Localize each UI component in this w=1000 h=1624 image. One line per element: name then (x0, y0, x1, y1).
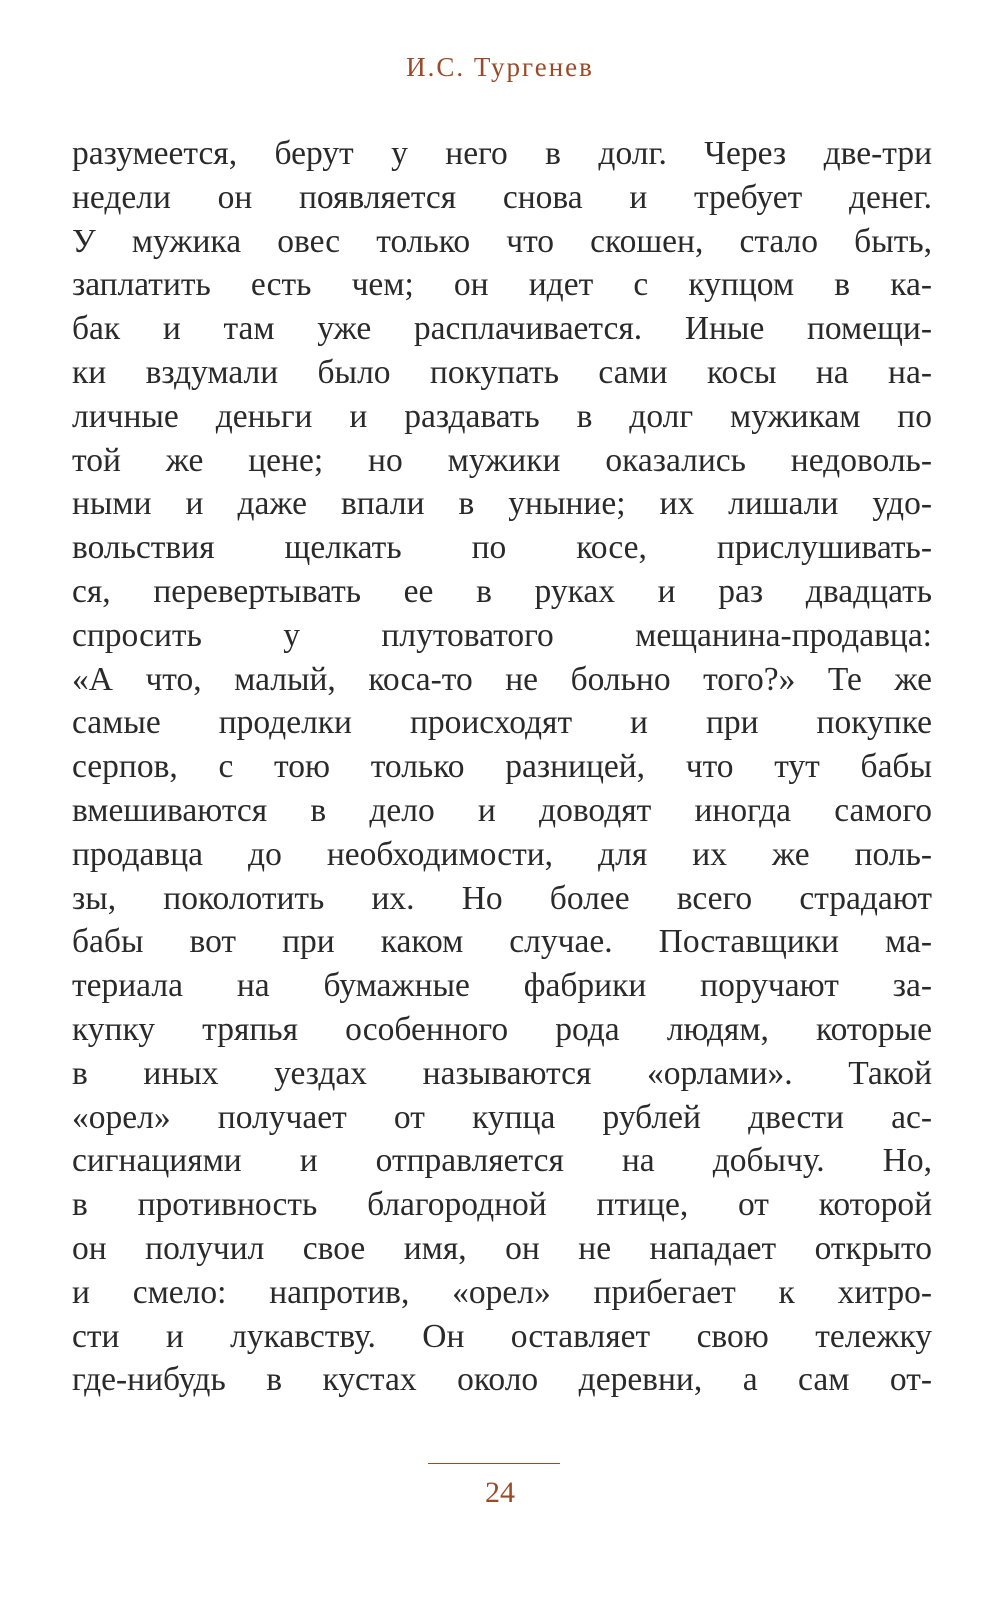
text-line: серпов, с тою только разницей, что тут бабы (72, 748, 932, 786)
text-line: вмешиваются в дело и доводят иногда самого (72, 791, 932, 829)
text-line: бак и там уже расплачивается. Иные помещи- (72, 310, 932, 348)
text-line: где-нибудь в кустах около деревни, а сам от- (72, 1361, 932, 1399)
text-line: спросить у плутоватого мещанина-продавца: (72, 616, 932, 654)
text-line: ки вздумали было покупать сами косы на на- (72, 353, 932, 391)
text-line: ся, перевертывать ее в руках и раз двадцать (72, 572, 932, 610)
running-head: И.С. Тургенев (406, 52, 594, 82)
text-line: недели он появляется снова и требует денег. (72, 178, 932, 216)
body-text (72, 132, 932, 1402)
text-line: «орел» получает от купца рублей двести ас- (72, 1098, 932, 1136)
text-line: самые проделки происходят и при покупке (72, 704, 932, 742)
text-line: личные деньги и раздавать в долг мужикам по (72, 397, 932, 435)
text-line: в иных уездах называются «орлами». Такой (72, 1054, 932, 1092)
text-line: сти и лукавству. Он оставляет свою тележку (72, 1317, 932, 1355)
text-line: и смело: напротив, «орел» прибегает к хитро- (72, 1273, 932, 1311)
text-line: той же цене; но мужики оказались недоволь- (72, 441, 932, 479)
text-line: бабы вот при каком случае. Поставщики ма- (72, 923, 932, 961)
footer-rule (428, 1463, 560, 1464)
text-line: зы, поколотить их. Но более всего страдают (72, 879, 932, 917)
text-line: сигнациями и отправляется на добычу. Но, (72, 1142, 932, 1180)
text-line: купку тряпья особенного рода людям, которые (72, 1010, 932, 1048)
text-line: ными и даже впали в уныние; их лишали удо- (72, 485, 932, 523)
text-line: в противность благородной птице, от которой (72, 1186, 932, 1224)
text-line: заплатить есть чем; он идет с купцом в ка- (72, 266, 932, 304)
text-line: «А что, малый, коса-то не больно того?» Те же (72, 660, 932, 698)
text-line: вольствия щелкать по косе, прислушивать- (72, 529, 932, 567)
text-line: териала на бумажные фабрики поручают за- (72, 967, 932, 1005)
text-line: продавца до необходимости, для их же поль- (72, 835, 932, 873)
text-line: разумеется, берут у него в долг. Через две-три (72, 135, 932, 172)
page-number: 24 (485, 1476, 515, 1509)
text-line: У мужика овес только что скошен, стало быть, (72, 222, 932, 260)
text-line: он получил свое имя, он не нападает открыто (72, 1229, 932, 1267)
